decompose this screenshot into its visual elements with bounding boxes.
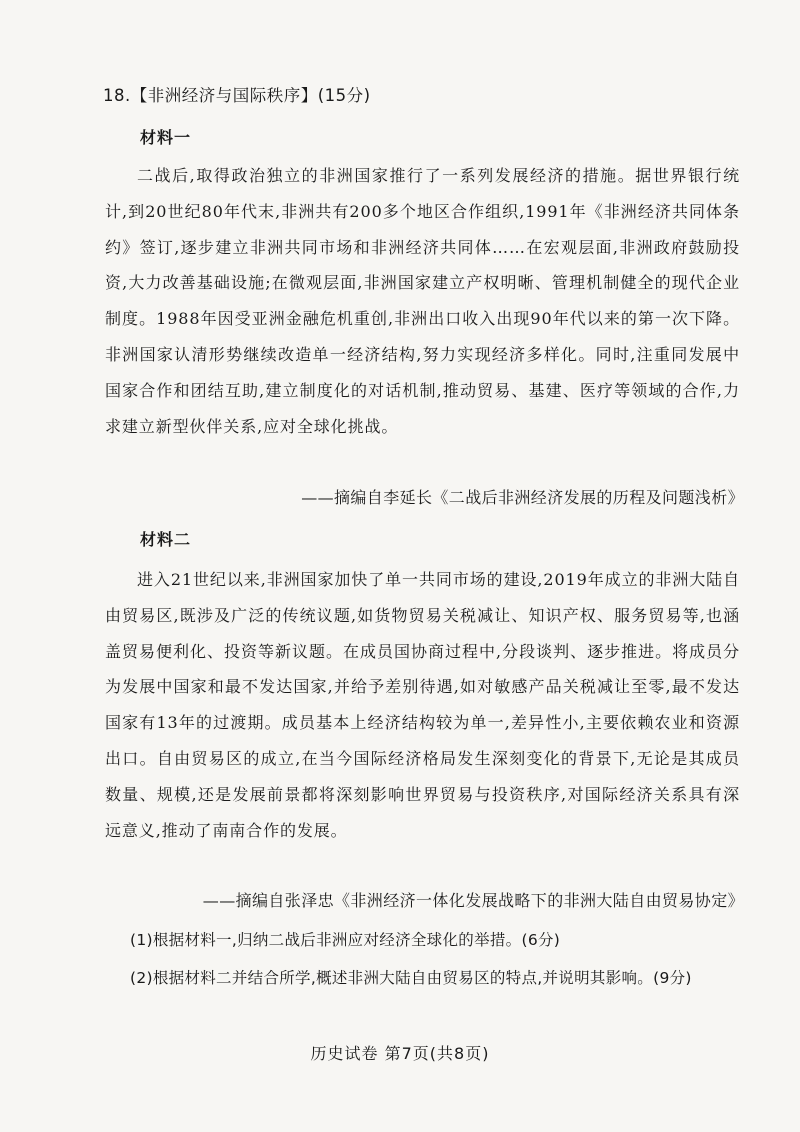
sub-question-1: (1)根据材料一,归纳二战后非洲应对经济全球化的举措。(6分) [130,931,561,949]
material-one-source: ——摘编自李延长《二战后非洲经济发展的历程及问题浅析》 [301,488,744,507]
page-footer: 历史试卷 第7页(共8页) [310,1044,490,1063]
material-two-heading: 材料二 [140,530,192,549]
material-one-heading: 材料一 [140,128,192,147]
question-title: 18.【非洲经济与国际秩序】(15分) [103,86,371,105]
sub-question-2: (2)根据材料二并结合所学,概述非洲大陆自由贸易区的特点,并说明其影响。(9分) [130,969,692,987]
material-one-text: 二战后,取得政治独立的非洲国家推行了一系列发展经济的措施。据世界银行统计,到20世纪80年代末,非洲共有200多个地区合作组织,1991年《非洲经济共同体条约》签订,逐步建立非洲共同市场和非洲经济共同体……在宏观层面,非洲政府鼓励投资,大力改善基础设施;在微观层面,非洲国家建立产权明晰、管理机制健全的现代企业制度。1988年因受亚洲金融危机重创,非洲出口收入出现90年代以来的第一次下降。非洲国家认清形势继续改造单一经济结构,努力实现经济多样化。同时,注重同发展中国家合作和团结互助,建立制度化的对话机制,推动贸易、基建、医疗等领域的合作,力求建立新型伙伴关系,应对全球化挑战。 [105,166,740,436]
material-two-text: 进入21世纪以来,非洲国家加快了单一共同市场的建设,2019年成立的非洲大陆自由贸易区,既涉及广泛的传统议题,如货物贸易关税减让、知识产权、服务贸易等,也涵盖贸易便利化、投资等新议题。在成员国协商过程中,分段谈判、逐步推进。将成员分为发展中国家和最不发达国家,并给予差别待遇,如对敏感产品关税减让至零,最不发达国家有13年的过渡期。成员基本上经济结构较为单一,差异性小,主要依赖农业和资源出口。自由贸易区的成立,在当今国际经济格局发生深刻变化的背景下,无论是其成员数量、规模,还是发展前景都将深刻影响世界贸易与投资秩序,对国际经济关系具有深远意义,推动了南南合作的发展。 [105,570,740,840]
material-two-source: ——摘编自张泽忠《非洲经济一体化发展战略下的非洲大陆自由贸易协定》 [202,891,744,910]
